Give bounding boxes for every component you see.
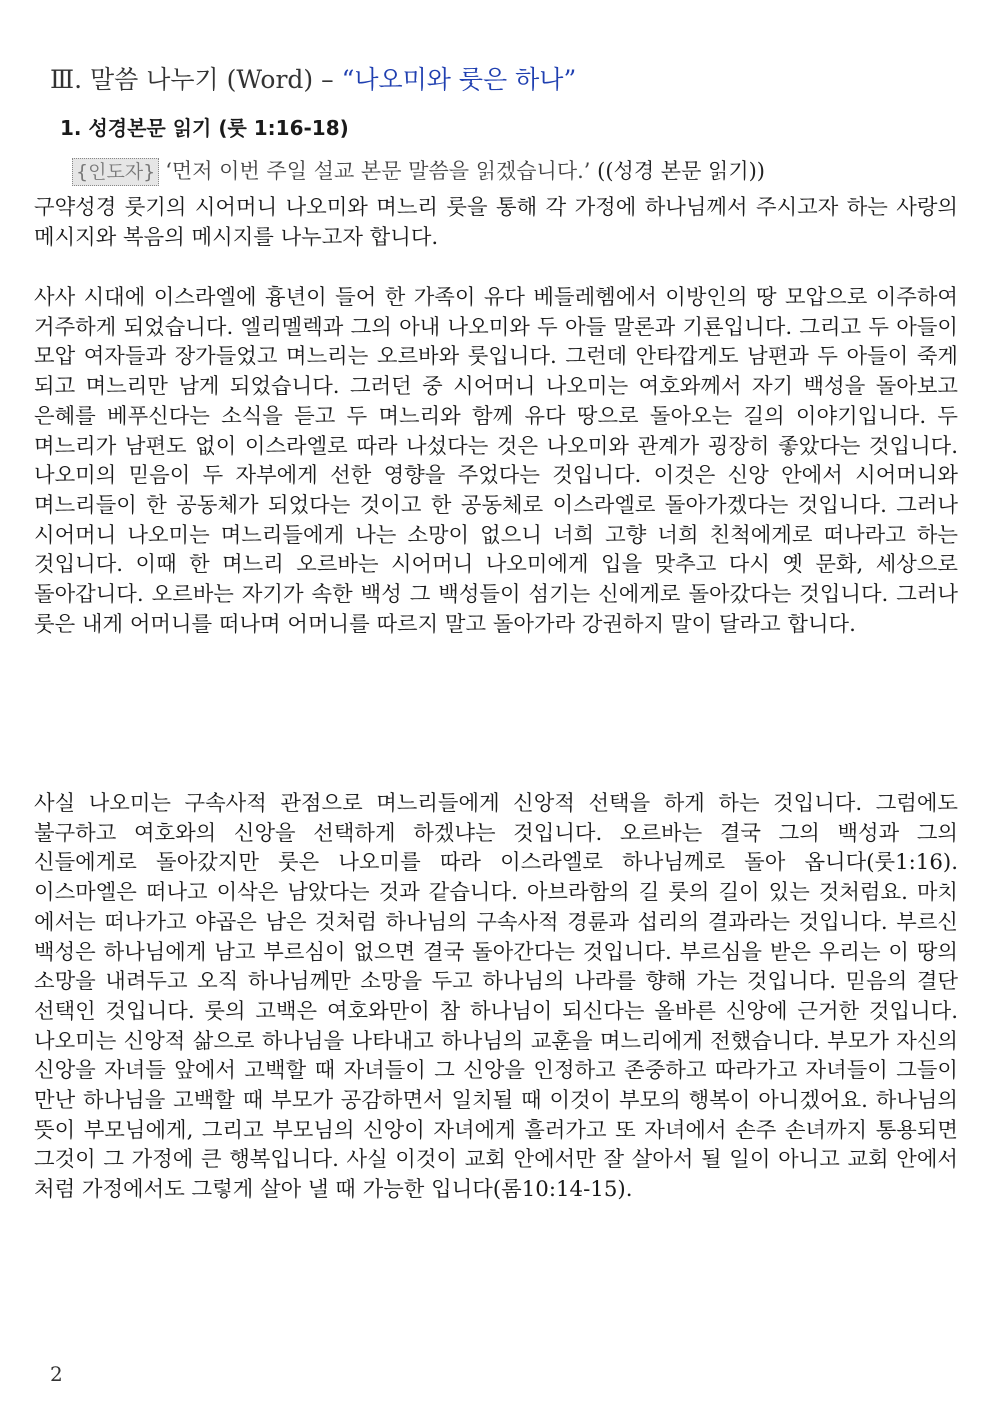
body-paragraph-intro: 구약성경 룻기의 시어머니 나오미와 며느리 룻을 통해 각 가정에 하나님께서 주시고자 하는 사랑의 메시지와 복음의 메시지를 나누고자 합니다. bbox=[34, 195, 958, 250]
body-paragraph-story: 사사 시대에 이스라엘에 흉년이 들어 한 가족이 유다 베들레헴에서 이방인의 땅 모압으로 이주하여 거주하게 되었습니다. 엘리멜렉과 그의 아내 나오미와 두 아들 말론과 기룐입니다. 그리고 두 아들이 모압 여자들과 장가들었고 며느리는 오르바와 룻입니다. 그런데 안타깝게도 남편과 두 아들이 죽게 되고 며느리만 남게 되었습니다. 그러던 중 시어머니 나오미는 여호와께서 자기 백성을 돌아보고 은혜를 베푸신다는 소식을 듣고 두 며느리와 함께 유다 땅으로 돌아오는 길의 이야기입니다. 두 며느리가 남편도 없이 이스라엘로 따라 나섰다는 것은 나오미와 관계가 굉장히 좋았다는 것입니다. 나오미의 믿음이 두 자부에게 선한 영향을 주었다는 것입니다. 이것은 신앙 안에서 시어머니와 며느리들이 한 공동체가 되었다는 것이고 한 공동체로 이스라엘로 돌아가겠다는 것입니다. 그러나 시어머니 나오미는 며느리들에게 나는 소망이 없으니 너희 고향 너희 친척에게로 떠나라고 하는 것입니다. 이때 한 며느리 오르바는 시어머니 나오미에게 입을 맞추고 다시 옛 문화, 세상으로 돌아갑니다. 오르바는 자기가 속한 백성 그 백성들이 섬기는 신에게로 돌아갔다는 것입니다. 그러나 룻은 내게 어머니를 떠나며 어머니를 따르지 말고 돌아가라 강권하지 말이 달라고 합니다. bbox=[34, 285, 959, 637]
page-number: 2 bbox=[50, 1362, 63, 1386]
scripture-reading-heading: 1. 성경본문 읽기 (룻 1:16-18) bbox=[60, 116, 349, 140]
body-paragraph-reflection: 사실 나오미는 구속사적 관점으로 며느리들에게 신앙적 선택을 하게 하는 것입니다. 그럼에도 불구하고 여호와의 신앙을 선택하게 하겠냐는 것입니다. 오르바는 결국 그의 백성과 그의 신들에게로 돌아갔지만 룻은 나오미를 따라 이스라엘로 하나님께로 돌아 옵니다(룻1:16). 이스마엘은 떠나고 이삭은 남았다는 것과 같습니다. 아브라함의 길 룻의 길이 있는 것처럼요. 마치 에서는 떠나가고 야곱은 남은 것처럼 하나님의 구속사적 경륜과 섭리의 결과라는 것입니다. 부르신 백성은 하나님에게 남고 부르심이 없으면 결국 돌아간다는 것입니다. 부르심을 받은 우리는 이 땅의 소망을 내려두고 오직 하나님께만 소망을 두고 하나님의 나라를 향해 가는 것입니다. 믿음의 결단 선택인 것입니다. 룻의 고백은 여호와만이 참 하나님이 되신다는 올바른 신앙에 근거한 것입니다. 나오미는 신앙적 삶으로 하나님을 나타내고 하나님의 교훈을 며느리에게 전했습니다. 부모가 자신의 신앙을 자녀들 앞에서 고백할 때 자녀들이 그 신앙을 인정하고 존중하고 따라가고 자녀들이 그들이 만난 하나님을 고백할 때 부모가 공감하면서 일치될 때 이것이 부모의 행복이 아니겠어요. 하나님의 뜻이 부모님에게, 그리고 부모님의 신앙이 자녀에게 흘러가고 또 자녀에서 손주 손녀까지 통용되면 그것이 그 가정에 큰 행복입니다. 사실 이것이 교회 안에서만 잘 살아서 될 일이 아니고 교회 안에서 처럼 가정에서도 그렇게 살아 낼 때 가능한 입니다(롬10:14-15). bbox=[34, 791, 958, 1203]
leader-badge: {인도자} bbox=[72, 158, 159, 186]
leader-cue-line bbox=[72, 154, 765, 188]
section-label: Ⅲ. 말씀 나누기 (Word) – bbox=[50, 65, 342, 94]
section-title: “나오미와 룻은 하나” bbox=[341, 65, 577, 94]
section-heading bbox=[50, 62, 576, 98]
reading-note: ((성경 본문 읽기)) bbox=[590, 159, 765, 183]
leader-quote: ‘먼저 이번 주일 설교 본문 말씀을 읽겠습니다.’ bbox=[165, 159, 591, 183]
